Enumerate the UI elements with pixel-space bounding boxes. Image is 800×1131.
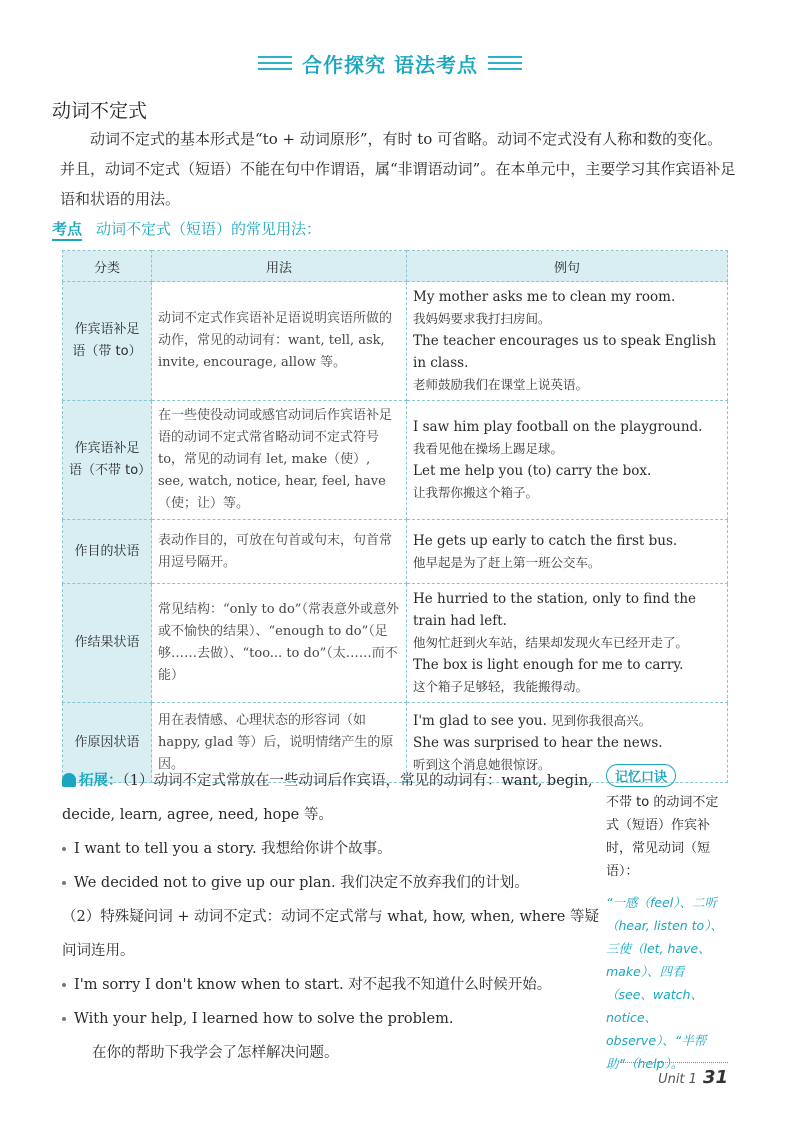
example-zh: 我们决定不放弃我们的计划。	[340, 875, 529, 891]
row-usage: 表动作目的，可放在句首或句末，句首常用逗号隔开。	[152, 520, 407, 584]
banner-right-lines	[488, 56, 522, 70]
row-examples	[407, 401, 728, 520]
example-en: The teacher encourages us to speak English in class.	[413, 333, 717, 371]
page-number: 31	[702, 1067, 728, 1088]
list-item	[62, 1002, 610, 1036]
row-category: 作宾语补足语（带 to）	[63, 282, 152, 401]
table-row	[63, 584, 728, 703]
example-en: The box is light enough for me to carry.	[413, 657, 684, 673]
memory-tip-rhyme: “一感（feel）、二听（hear, listen to）、三使（let, have、make）、四看（see、watch、notice、observe）、“半帮助”（help）。	[606, 895, 723, 1071]
example-zh: 这个箱子足够轻，我能搬得动。	[413, 679, 589, 694]
row-category: 作宾语补足语（不带 to）	[63, 401, 152, 520]
grammar-table	[62, 250, 728, 783]
unit-label: Unit 1	[658, 1072, 697, 1087]
section-banner	[240, 48, 540, 78]
header-usage: 用法	[152, 251, 407, 282]
row-category: 作目的状语	[63, 520, 152, 584]
extension-point-2: （2）特殊疑问词 + 动词不定式：动词不定式常与 what, how, when, where 等疑问词连用。	[62, 909, 599, 959]
bullet-icon	[62, 983, 66, 987]
row-usage: 常见结构：“only to do”（常表意外或意外或不愉快的结果）、“enough to do”（足够……去做）、“too... to do”（太……而不能）	[152, 584, 407, 703]
bullet-icon	[62, 847, 66, 851]
example-zh: 老师鼓励我们在课堂上说英语。	[413, 377, 589, 392]
example-en: He gets up early to catch the first bus.	[413, 532, 678, 549]
example-zh: 我看见他在操场上踢足球。	[413, 441, 564, 456]
example-zh: 我想给你讲个故事。	[261, 841, 392, 857]
table-row	[63, 520, 728, 584]
row-usage: 在一些使役动词或感官动词后作宾语补足语的动词不定式常省略动词不定式符号 to，常见的动词有 let, make（使）, see, watch, notice, hear, feel, have（使；让）等。	[152, 401, 407, 520]
table-row	[63, 401, 728, 520]
example-en: We decided not to give up our plan.	[74, 875, 336, 891]
intro-paragraph: 动词不定式的基本形式是“to + 动词原形”，有时 to 可省略。动词不定式没有人称和数的变化。并且，动词不定式（短语）不能在句中作谓语，属“非谓语动词”。在本单元中，主要学习其作宾语补足语和状语的用法。	[60, 130, 736, 208]
example-en: He hurried to the station, only to find the train had left.	[413, 591, 697, 629]
example-en: I want to tell you a story.	[74, 841, 257, 857]
banner-title: 合作探究 语法考点	[302, 52, 478, 77]
row-category: 作原因状语	[63, 703, 152, 783]
extension-point-1	[62, 764, 610, 832]
row-usage: 动词不定式作宾语补足语说明宾语所做的动作，常见的动词有：want, tell, ask, invite, encourage, allow 等。	[152, 282, 407, 401]
memory-tip-box	[606, 764, 728, 1075]
table-header-row	[63, 251, 728, 282]
bullet-icon	[62, 1017, 66, 1021]
example-zh: 他早起是为了赶上第一班公交车。	[413, 554, 601, 570]
example-zh: 我妈妈要求我打扫房间。	[413, 311, 551, 326]
list-item	[62, 968, 610, 1002]
row-usage: 用在表情感、心理状态的形容词（如 happy, glad 等）后，说明情绪产生的原因。	[152, 703, 407, 783]
example-zh: 他匆忙赶到火车站，结果却发现火车已经开走了。	[413, 635, 689, 650]
example-en: With your help, I learned how to solve the problem.	[74, 1011, 454, 1027]
example-en: I'm glad to see you.	[413, 712, 547, 729]
header-examples: 例句	[407, 251, 728, 282]
example-zh: 听到这个消息她很惊讶。	[413, 756, 551, 772]
example-en: Let me help you (to) carry the box.	[413, 463, 652, 479]
example-zh: 在你的帮助下我学会了怎样解决问题。	[92, 1045, 339, 1061]
header-category: 分类	[63, 251, 152, 282]
row-examples	[407, 282, 728, 401]
example-en: She was surprised to hear the news.	[413, 734, 663, 751]
extension-label: 拓展：	[79, 773, 123, 789]
memory-tip-badge: 记忆口诀	[606, 764, 676, 787]
example-zh: 见到你我很高兴。	[551, 712, 652, 728]
extension-point-1-text: （1）动词不定式常放在一些动词后作宾语，常见的动词有：want, begin, decide, learn, agree, need, hope 等。	[62, 773, 593, 823]
example-en: My mother asks me to clean my room.	[413, 289, 676, 305]
section-title: 动词不定式	[52, 100, 148, 122]
example-en: I'm sorry I don't know when to start.	[74, 977, 344, 993]
example-en: I saw him play football on the playground.	[413, 419, 703, 435]
row-examples	[407, 520, 728, 584]
example-zh: 对不起我不知道什么时候开始。	[348, 977, 552, 993]
kaodian-text: 动词不定式（短语）的常见用法：	[96, 220, 322, 238]
kaodian-tag: 考点	[52, 220, 82, 241]
example-zh: 让我帮你搬这个箱子。	[413, 485, 539, 500]
extension-section	[62, 764, 610, 1070]
bullet-icon	[62, 881, 66, 885]
page-footer	[620, 1062, 728, 1088]
kaodian-heading	[52, 218, 321, 239]
row-examples	[407, 584, 728, 703]
example-en-zh	[413, 710, 721, 732]
list-item	[62, 832, 610, 866]
memory-tip-body: 不带 to 的动词不定式（短语）作宾补时，常见动词（短语）：	[606, 795, 719, 879]
list-item	[62, 866, 610, 900]
banner-left-lines	[258, 56, 292, 70]
table-row	[63, 282, 728, 401]
bell-icon	[62, 773, 76, 787]
row-category: 作结果状语	[63, 584, 152, 703]
